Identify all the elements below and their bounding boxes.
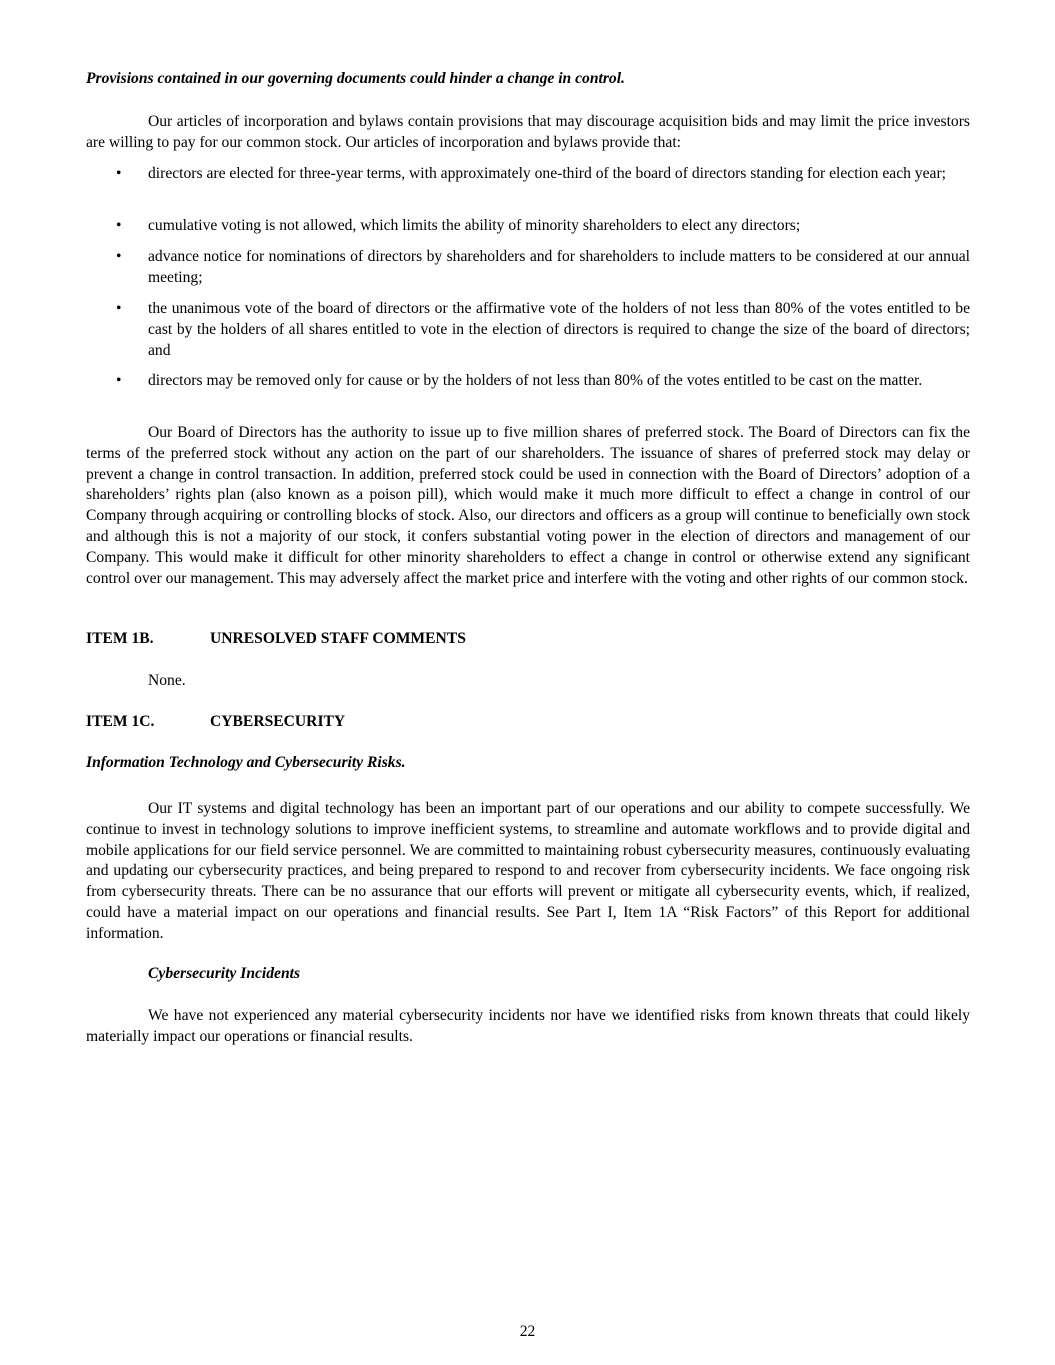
bullet-symbol: • xyxy=(116,300,122,317)
subheading-cyber-incidents: Cybersecurity Incidents xyxy=(148,965,301,982)
item-1b-heading xyxy=(86,629,466,650)
paragraph-it-systems: Our IT systems and digital technology has been an important part of our operations and our ability to compete successfully. We continue to invest in technology solutions to improve inefficient systems, to streamline and automate workflows and to provide digital and mobile applications for our field service personnel. We are committed to maintaining robust cybersecurity measures, continuously evaluating and updating our cybersecurity practices, and being prepared to respond to and recover from cybersecurity incidents. We face ongoing risk from cybersecurity threats. There can be no assurance that our efforts will prevent or mitigate all cybersecurity events, which, if realized, could have a material impact on our operations and financial results. See Part I, Item 1A “Risk Factors” of this Report for additional information. xyxy=(86,800,970,942)
bullet-symbol: • xyxy=(116,217,122,234)
item-1b-title: UNRESOLVED STAFF COMMENTS xyxy=(210,630,466,647)
bullet-text: directors may be removed only for cause or by the holders of not less than 80% of the votes entitled to be cast on the matter. xyxy=(148,372,923,389)
bullet-symbol: • xyxy=(116,372,122,389)
bullet-text: advance notice for nominations of directors by shareholders and for shareholders to include matters to be considered at our annual meeting; xyxy=(148,248,970,286)
bullet-text: the unanimous vote of the board of directors or the affirmative vote of the holders of not less than 80% of the votes entitled to be cast by the holders of all shares entitled to vote in the election of directors is required to change the size of the board of directors; and xyxy=(148,300,970,359)
item-1c-heading xyxy=(86,712,345,733)
bullet-text: directors are elected for three-year terms, with approximately one-third of the board of directors standing for election each year; xyxy=(148,165,946,182)
section-heading-governing-documents: Provisions contained in our governing documents could hinder a change in control. xyxy=(86,70,625,87)
page-number: 22 xyxy=(519,1323,536,1340)
paragraph-articles-intro: Our articles of incorporation and bylaws contain provisions that may discourage acquisition bids and may limit the price investors are willing to pay for our common stock. Our articles of incorporation and bylaws provide that: xyxy=(86,113,970,151)
paragraph-preferred-stock: Our Board of Directors has the authority to issue up to five million shares of preferred stock. The Board of Directors can fix the terms of the preferred stock without any action on the part of our shareholders. The issuance of shares of preferred stock may delay or prevent a change in control transaction. In addition, preferred stock could be used in connection with the Board of Directors’ adoption of a shareholders’ rights plan (also known as a poison pill), which would make it much more difficult to effect a change in control of our Company through acquiring or controlling blocks of stock. Also, our directors and officers as a group will continue to beneficially own stock and although this is not a majority of our stock, it confers substantial voting power in the election of directors and management of our Company. This would make it difficult for other minority shareholders to effect a change in control or otherwise extend any significant control over our management. This may adversely affect the market price and interfere with the voting and other rights of our common stock. xyxy=(86,424,970,587)
subheading-it-risks: Information Technology and Cybersecurity Risks. xyxy=(86,754,406,771)
bullet-text: cumulative voting is not allowed, which limits the ability of minority shareholders to elect any directors; xyxy=(148,217,801,234)
item-1c-title: CYBERSECURITY xyxy=(210,713,346,730)
paragraph-cyber-incidents: We have not experienced any material cybersecurity incidents nor have we identified risks from known threats that could likely materially impact our operations or financial results. xyxy=(86,1007,970,1045)
item-1b-number: ITEM 1B. xyxy=(86,630,154,647)
bullet-symbol: • xyxy=(116,165,122,182)
item-1c-number: ITEM 1C. xyxy=(86,713,155,730)
bullet-symbol: • xyxy=(116,248,122,265)
item-1b-body: None. xyxy=(148,672,186,689)
